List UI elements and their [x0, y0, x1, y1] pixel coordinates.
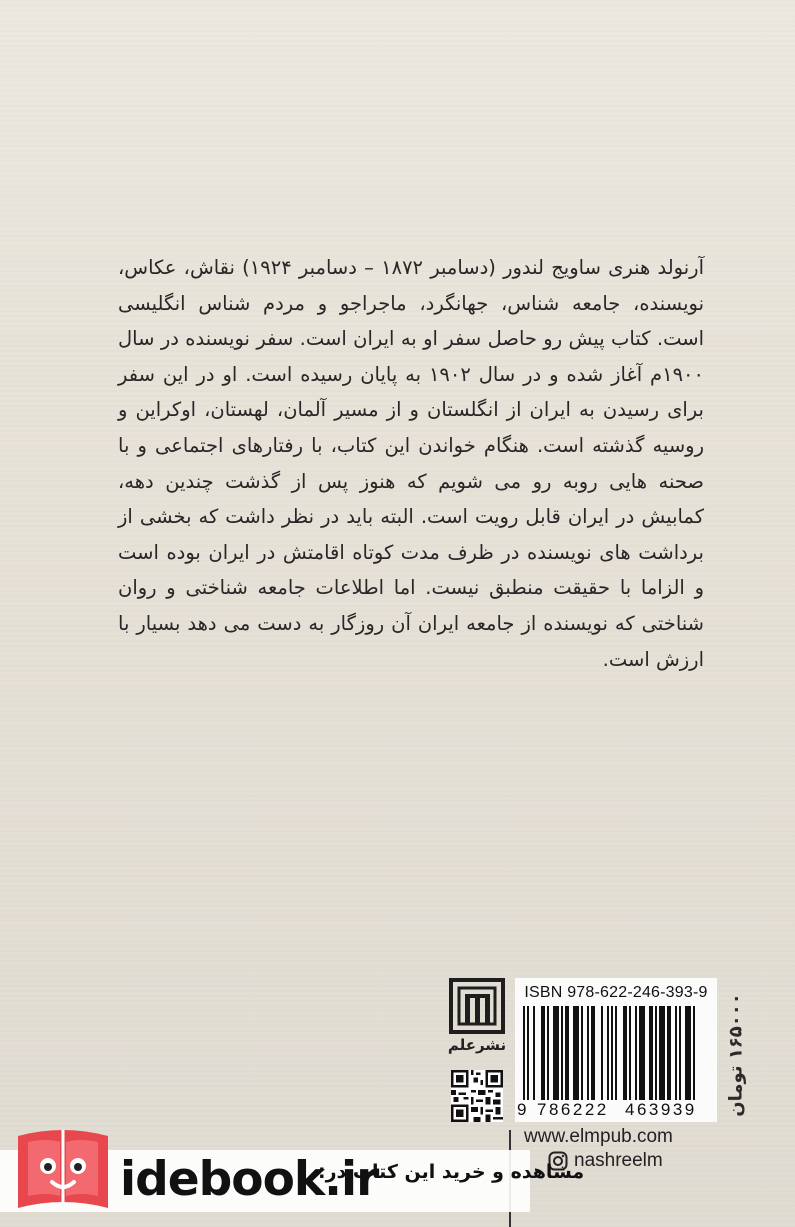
- book-heart-icon: [10, 1116, 116, 1222]
- description-text: آرنولد هنری ساویج لندور (دسامبر ۱۸۷۲ – دسامبر ۱۹۲۴) نقاش، عکاس، نویسنده، جامعه شناس، جهانگرد، ماجراجو و مردم شناس انگلیسی است. کتاب پیش رو حاصل سفر او به ایران است. سفر نویسنده در سال ۱۹۰۰م آغاز شده و در سال ۱۹۰۲ به پایان رسیده است. او در این سفر برای رسیدن به ایران از انگلستان و از مسیر آلمان، لهستان، اوکراین و روسیه گذشته است. هنگام خواندن این کتاب، با رفتارهای اجتماعی و با صحنه هایی روبه رو می شویم که هنوز پس از گذشت چندین دهه، کمابیش در ایران قابل رویت است. البته باید در نظر داشت که بخشی از برداشت های نویسنده در ظرف مدت کوتاه اقامتش در ایران بوده است و الزاما با حقیقت منطبق نیست. اما اطلاعات جامعه شناختی و روان شناختی که نویسنده از جامعه ایران آن روزگار به دست می دهد بسیار با ارزش است.: [118, 256, 705, 671]
- barcode-bar: [591, 1006, 595, 1100]
- publisher-logo-icon: [449, 978, 505, 1034]
- barcode-digits-right: 463939: [625, 1100, 697, 1119]
- barcode-bar: [581, 1006, 583, 1100]
- watermark-brand[interactable]: idebook.ir: [120, 1152, 379, 1207]
- barcode-bar: [679, 1006, 681, 1100]
- barcode-bars: [523, 1006, 711, 1100]
- watermark-caption: مشاهده و خرید این کتاب در:: [318, 1161, 585, 1183]
- barcode-bar: [635, 1006, 637, 1100]
- book-description: [118, 250, 704, 677]
- barcode-bar: [523, 1006, 525, 1100]
- barcode-bar: [639, 1006, 645, 1100]
- barcode-bar: [553, 1006, 559, 1100]
- isbn-barcode: [515, 978, 717, 1122]
- instagram-handle-text: nashreelm: [574, 1150, 663, 1171]
- barcode-bar: [649, 1006, 653, 1100]
- isbn-label: ISBN 978-622-246-393-9: [524, 984, 708, 1001]
- barcode-bar: [601, 1006, 603, 1100]
- barcode-bar: [611, 1006, 613, 1100]
- website-link[interactable]: www.elmpub.com: [524, 1126, 673, 1147]
- barcode-bar: [533, 1006, 535, 1100]
- barcode-bar: [667, 1006, 671, 1100]
- barcode-bar: [623, 1006, 627, 1100]
- price-text: ۱۶۵۰۰۰ تومان: [725, 993, 747, 1117]
- barcode-bar: [561, 1006, 563, 1100]
- barcode-bar: [587, 1006, 589, 1100]
- barcode-bar: [527, 1006, 529, 1100]
- barcode-bar: [629, 1006, 631, 1100]
- barcode-bar: [615, 1006, 617, 1100]
- barcode-bar: [573, 1006, 579, 1100]
- barcode-bar: [607, 1006, 609, 1100]
- barcode-bar: [659, 1006, 665, 1100]
- barcode-bar: [655, 1006, 657, 1100]
- barcode-digit-lead: 9: [517, 1100, 527, 1119]
- publisher-logo: [446, 978, 508, 1062]
- barcode-digits-left: 786222: [537, 1100, 609, 1119]
- barcode-bar: [541, 1006, 545, 1100]
- barcode-bar: [693, 1006, 695, 1100]
- barcode-bar: [675, 1006, 677, 1100]
- barcode-bar: [685, 1006, 691, 1100]
- barcode-bar: [547, 1006, 549, 1100]
- qr-code-icon: [451, 1070, 503, 1122]
- barcode-bar: [565, 1006, 569, 1100]
- publisher-name: نشرعلم: [447, 1036, 507, 1054]
